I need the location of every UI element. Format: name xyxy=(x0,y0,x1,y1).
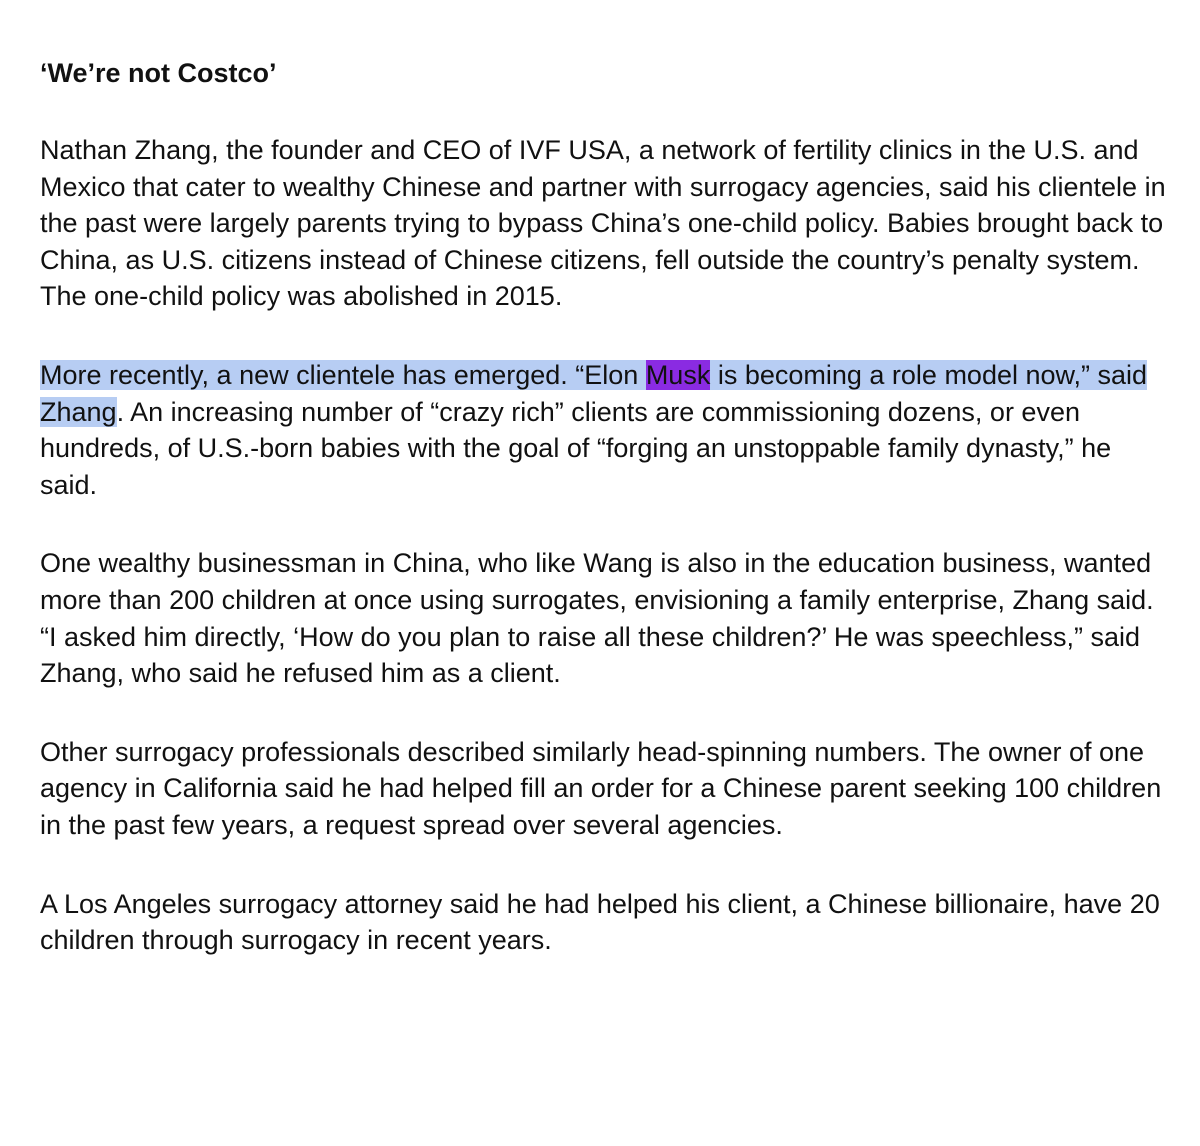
article-body xyxy=(40,55,1175,959)
search-match-highlight: Musk xyxy=(645,359,711,390)
paragraph-businessman: One wealthy businessman in China, who like Wang is also in the education business, wanted more than 200 children at once using surrogates, envisioning a family enterprise, Zhang said. “I asked him directly, ‘How do you plan to raise all these children?’ He was speechless,” said Zhang, who said he refused him as a client. xyxy=(40,548,1154,689)
paragraph-attorney: A Los Angeles surrogacy attorney said he had helped his client, a Chinese billionaire, have 20 children through surrogacy in recent years. xyxy=(40,888,1160,956)
paragraph-rest: . An increasing number of “crazy rich” clients are commissioning dozens, or even hundreds, of U.S.-born babies with the goal of “forging an unstoppable family dynasty,” he said. xyxy=(40,396,1112,500)
selected-text-start: More recently, a new clientele has emerged. “Elon xyxy=(40,359,646,390)
paragraph-new-clientele xyxy=(40,357,1175,503)
selected-text-end: is becoming a role model now,” said Zhang xyxy=(40,359,1148,427)
section-heading: ‘We’re not Costco’ xyxy=(40,58,277,88)
paragraph-other-professionals: Other surrogacy professionals described similarly head-spinning numbers. The owner of one agency in California said he had helped fill an order for a Chinese parent seeking 100 children in the past few years, a request spread over several agencies. xyxy=(40,736,1162,840)
paragraph-founder-background: Nathan Zhang, the founder and CEO of IVF USA, a network of fertility clinics in the U.S. and Mexico that cater to wealthy Chinese and partner with surrogacy agencies, said his clientele in the past were largely parents trying to bypass China’s one-child policy. Babies brought back to China, as U.S. citizens instead of Chinese citizens, fell outside the country’s penalty system. The one-child policy was abolished in 2015. xyxy=(40,135,1166,312)
